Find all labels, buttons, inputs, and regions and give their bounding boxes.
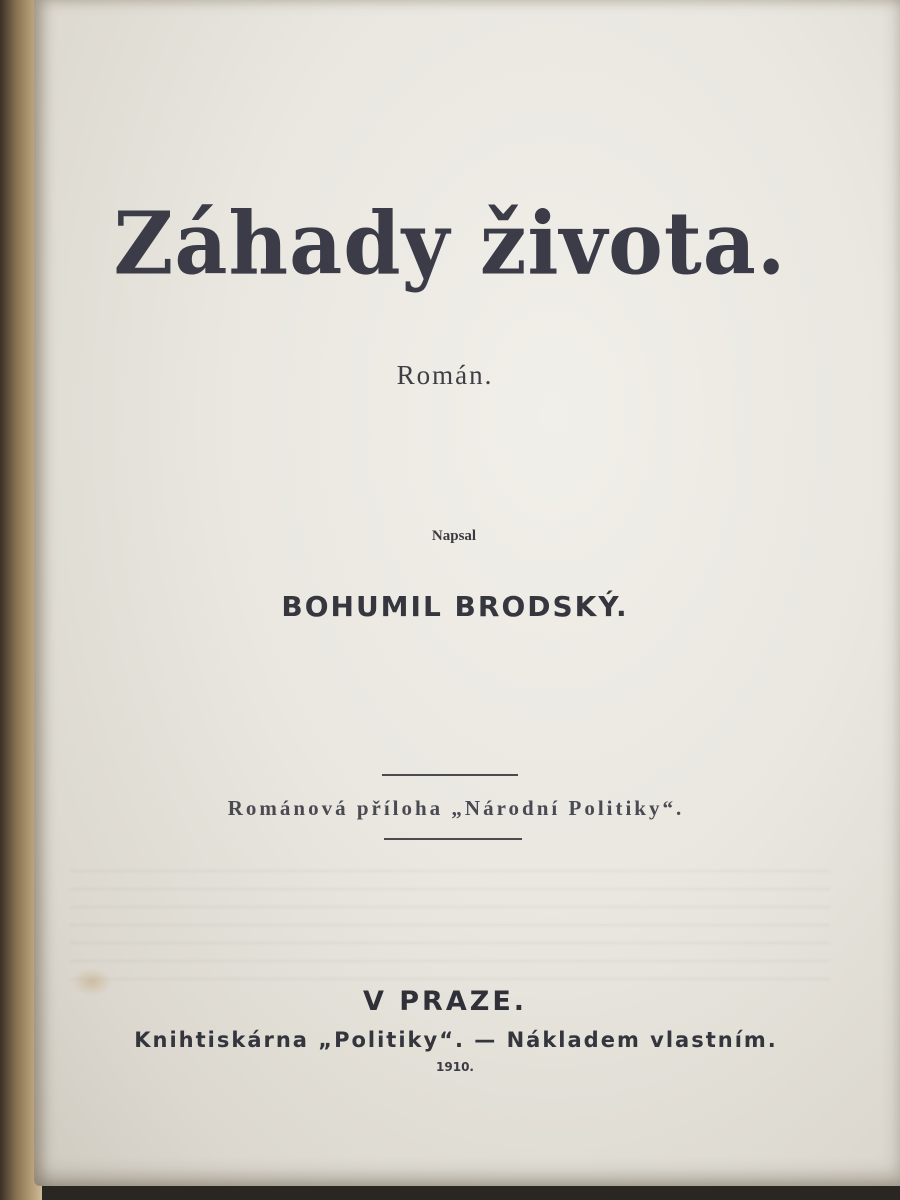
- show-through-text: [70, 860, 830, 980]
- publication-city: V PRAZE.: [362, 986, 528, 1017]
- written-by-label: Napsal: [431, 528, 477, 544]
- publication-year: 1910.: [436, 1060, 474, 1074]
- divider-bottom: [384, 838, 522, 840]
- divider-top: [382, 774, 518, 776]
- author-name: BOHUMIL BRODSKÝ.: [281, 590, 629, 623]
- printer-imprint: Knihtiskárna „Politiky“. — Nákladem vlastním.: [134, 1028, 778, 1052]
- supplement-note: Románová příloha „Národní Politiky“.: [227, 796, 685, 820]
- book-genre: Román.: [396, 360, 494, 390]
- book-title: Záhady života.: [113, 193, 787, 295]
